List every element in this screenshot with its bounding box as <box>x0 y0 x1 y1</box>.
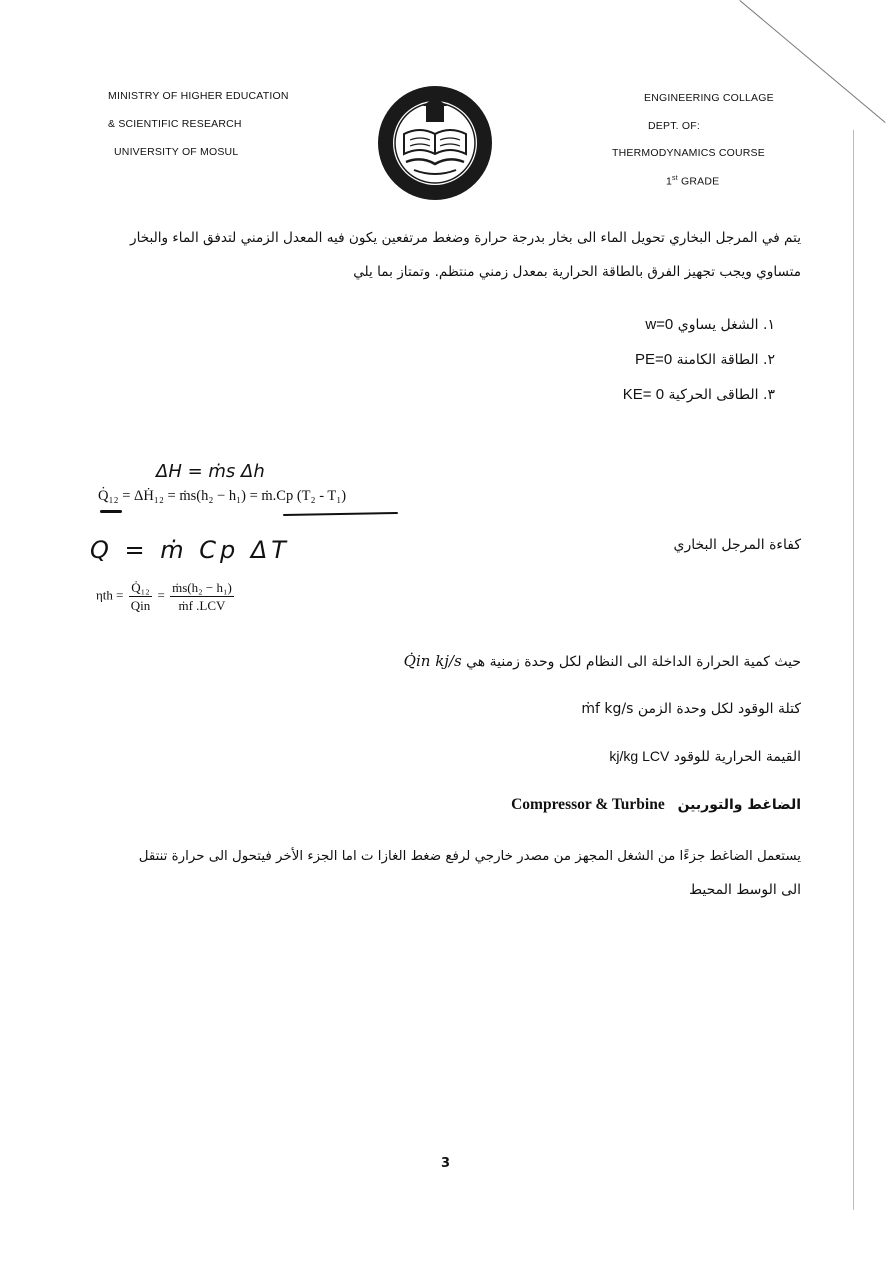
definition-heat-input-symbol: Q̇in kj/s <box>403 652 462 670</box>
section-heading-english: Compressor & Turbine <box>511 796 665 813</box>
grade-number: 1 <box>666 175 673 188</box>
definition-fuel-mass <box>581 701 801 717</box>
efficiency-numerator-1: Q̇₁₂ <box>131 580 150 595</box>
header-left-line-1: MINISTRY OF HIGHER EDUCATION <box>108 90 289 102</box>
efficiency-equals: = <box>157 587 165 603</box>
header-left-line-3: UNIVERSITY OF MOSUL <box>114 146 239 158</box>
list-item-1-number: ١. <box>763 317 775 333</box>
efficiency-fraction-1 <box>129 580 153 613</box>
header-left-line-2: & SCIENTIFIC RESEARCH <box>108 118 242 130</box>
list-item-1-value: w=0 <box>645 316 674 333</box>
definition-lcv-text: القيمة الحرارية للوقود <box>673 749 801 765</box>
list-item-1-text: الشغل يساوي <box>677 317 759 333</box>
compressor-line-1: يستعمل الضاغط جزءًا من الشغل المجهز من مصدر خارجي لرفع ضغط الغازا ت اما الجزء الأخر فيتحول الى حرارة تنتقل <box>138 849 801 864</box>
page-number: 3 <box>441 1156 451 1171</box>
handwritten-underline-left <box>100 510 122 513</box>
list-item-2-text: الطاقة الكامنة <box>676 352 759 368</box>
boiler-efficiency-label: كفاءة المرجل البخاري <box>673 537 801 553</box>
list-item-2-value: PE=0 <box>635 351 673 368</box>
handwritten-note-top: ΔH = ṁs Δh <box>156 461 265 482</box>
intro-line-1: يتم في المرجل البخاري تحويل الماء الى بخار بدرجة حرارة وضغط مرتفعين يكون فيه المعدل الزمني لتدفق الماء والبخار <box>130 230 801 246</box>
definition-heat-input <box>404 652 801 670</box>
energy-balance-equation: Q̇₁₂ = ΔḢ₁₂ = ṁs(h₂ − h₁) = ṁ.Cp (T₂ - T₁) <box>98 488 347 504</box>
list-item-3-value: KE= 0 <box>622 386 665 403</box>
scan-diagonal-line <box>739 0 885 123</box>
definition-lcv <box>609 748 801 765</box>
list-item-3-number: ٣. <box>763 387 775 403</box>
list-item-3 <box>623 386 775 403</box>
list-item-2 <box>635 351 775 368</box>
definition-fuel-mass-text: كتلة الوقود لكل وحدة الزمن <box>637 701 801 717</box>
efficiency-lhs: ηth = <box>96 587 124 603</box>
scan-edge-line <box>853 130 854 1210</box>
header-right-line-1: ENGINEERING COLLAGE <box>644 92 774 104</box>
header-right-line-3: THERMODYNAMICS COURSE <box>612 147 765 159</box>
grade-word: GRADE <box>681 175 720 188</box>
list-item-2-number: ٢. <box>763 352 775 368</box>
grade-superscript: st <box>672 175 678 182</box>
handwritten-note-middle: Q = ṁ Cp ΔT <box>90 536 290 564</box>
efficiency-equation <box>96 580 236 613</box>
compressor-line-2: الى الوسط المحيط <box>689 882 801 898</box>
handwritten-underline-right <box>283 512 398 516</box>
efficiency-denominator-1: Qin <box>130 598 151 613</box>
definition-lcv-symbol: kj/kg LCV <box>609 748 670 764</box>
list-item-1 <box>645 316 775 333</box>
definition-heat-input-text: حيث كمية الحرارة الداخلة الى النظام لكل وحدة زمنية هي <box>466 654 801 670</box>
section-heading <box>511 796 801 814</box>
header-right-line-2: DEPT. OF: <box>648 120 700 132</box>
definition-fuel-mass-symbol: ṁf kg/s <box>581 701 634 717</box>
header-grade <box>666 175 719 188</box>
university-seal-logo <box>376 84 494 202</box>
section-heading-arabic: الضاغط والتوربين <box>677 797 801 813</box>
list-item-3-text: الطاقى الحركية <box>668 387 759 403</box>
efficiency-numerator-2: ṁs(h₂ − h₁) <box>172 580 232 595</box>
intro-line-2: متساوي ويجب تجهيز الفرق بالطاقة الحرارية بمعدل زمني منتظم. وتمتاز بما يلي <box>353 264 801 280</box>
efficiency-fraction-2 <box>170 580 234 613</box>
efficiency-denominator-2: ṁf .LCV <box>178 598 226 613</box>
